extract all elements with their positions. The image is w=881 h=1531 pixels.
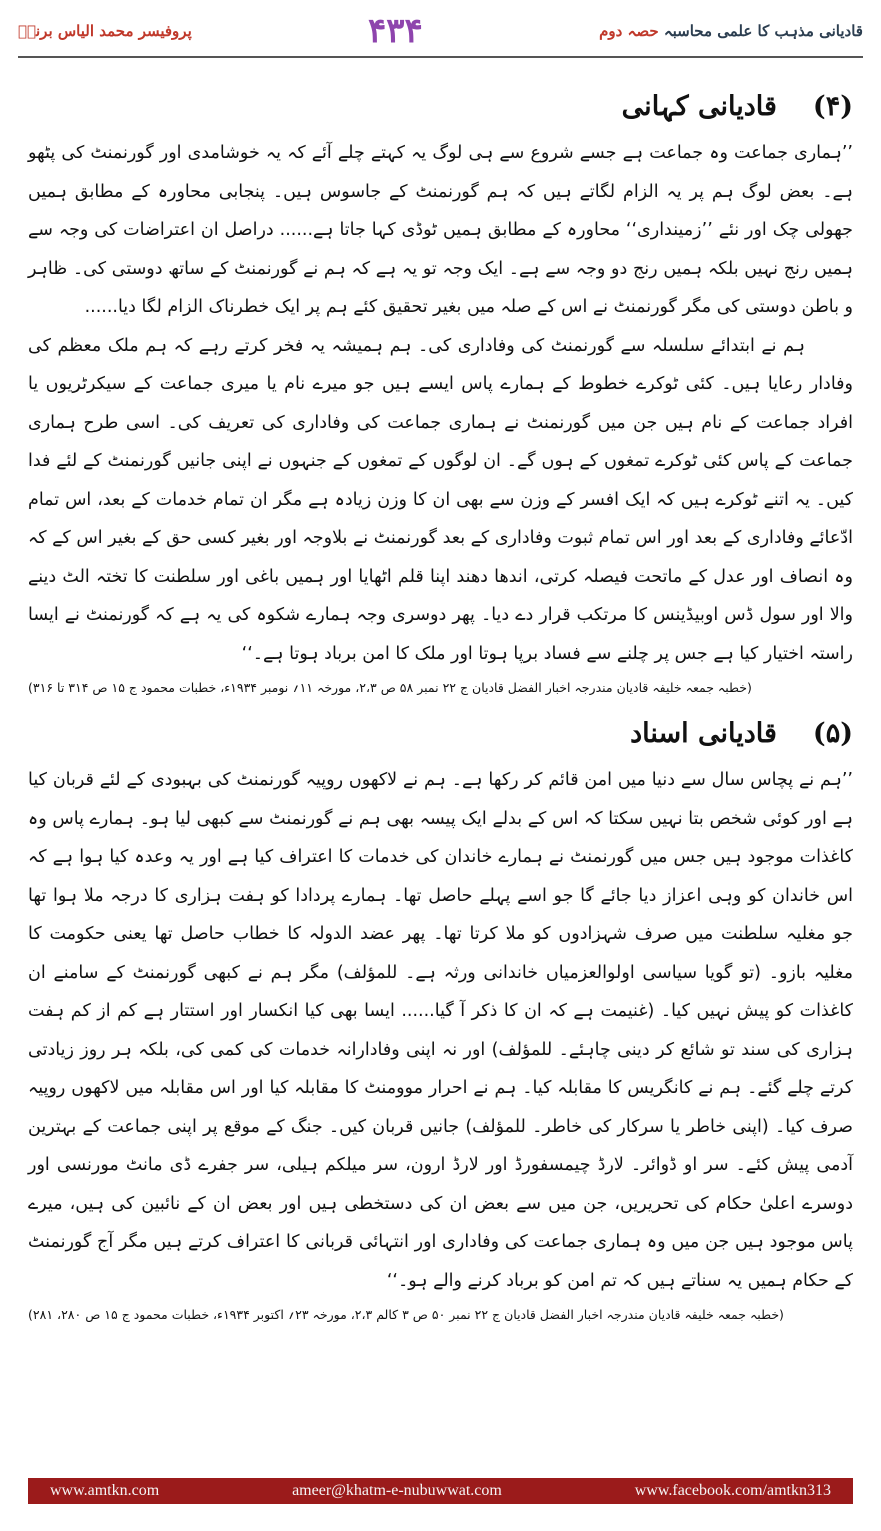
header-divider [18, 56, 863, 58]
page-body [28, 80, 853, 1334]
section-4-title: قادیانی کہانی [621, 91, 777, 122]
section-5-number: (۵) [812, 718, 853, 749]
header-author [18, 22, 192, 40]
book-title: قادیانی مذہب کا علمی محاسبہ [663, 22, 863, 40]
section-5-citation: (خطبہ جمعہ خلیفہ قادیان مندرجہ اخبار الفضل قادیان ج ۲۲ نمبر ۵۰ ص ۳ کالم ۲،۳، مورخہ ۲۳؍ اکتوبر ۱۹۳۴ء، خطبات محمود ج ۱۵ ص ۲۸۰، ۲۸۱) [28, 1307, 784, 1322]
section-5-title: قادیانی اسناد [630, 718, 777, 749]
page-footer [28, 1478, 853, 1504]
section-4-heading [28, 80, 853, 134]
section-5-paragraph-1: ’’ہم نے پچاس سال سے دنیا میں امن قائم کر رکھا ہے۔ ہم نے لاکھوں روپیہ گورنمنٹ کی بہبودی کے لئے قربان کیا ہے اور کوئی شخص بتا نہیں سکتا کہ اس کے بدلے ایک پیسہ بھی ہم نے گورنمنٹ سے کبھی لیا ہو۔ ہمارے پاس وہ کاغذات موجود ہیں جس میں گورنمنٹ نے ہمارے خاندان کی خدمات کا اعتراف کیا ہے اور یہ وعدہ کیا ہوا ہے کہ اس خاندان کو وہی اعزاز دیا جائے گا جو اسے پہلے حاصل تھا۔ ہمارے پردادا کو ہفت ہزاری کا درجہ ملا ہوا تھا جو مغلیہ سلطنت میں صرف شہزادوں کو ملا کرتا تھا۔ پھر عضد الدولہ کا خطاب حاصل تھا یعنی حکومت کا مغلیہ بازو۔ (تو گویا سیاسی اولوالعزمیاں خاندانی ورثہ ہے۔ للمؤلف) مگر ہم نے کبھی گورنمنٹ کے سامنے ان کاغذات کو پیش نہیں کیا۔ (غنیمت ہے کہ ان کا ذکر آ گیا...... ایسا بھی کیا انکسار اور استتار ہے کم از کم ہفت ہزاری کی سند تو شائع کر دینی چاہئے۔ للمؤلف) اور نہ اپنی وفادارانہ خدمات کی کمی کی، بلکہ ہر روز زیادتی کرتے چلے گئے۔ ہم نے کانگریس کا مقابلہ کیا۔ ہم نے احرار موومنٹ کا مقابلہ کیا اور اس مقابلہ میں لاکھوں روپیہ صرف کیا۔ (اپنی خاطر یا سرکار کی خاطر۔ للمؤلف) جانیں قربان کیں۔ جنگ کے موقع پر اپنی جماعت کے بہترین آدمی پیش کئے۔ سر او ڈوائر۔ لارڈ چیمسفورڈ اور لارڈ ارون، سر میلکم ہیلی، سر جفرے ڈی مانٹ مورنسی اور دوسرے اعلیٰ حکام کی تحریریں، جن میں سے بعض ان کی دستخطی ہیں اور بعض ان کے نائبین کی ہیں، میرے پاس موجود ہیں جن میں وہ ہماری جماعت کی وفاداری اور انتہائی قربانی کا اعتراف کرتے ہیں مگر آج گورنمنٹ کے حکام ہمیں یہ سناتے ہیں کہ تم امن کو برباد کرنے والے ہو۔‘‘ [28, 770, 853, 1291]
section-4-citation: (خطبہ جمعہ خلیفہ قادیان مندرجہ اخبار الفضل قادیان ج ۲۲ نمبر ۵۸ ص ۲،۳، مورخہ ۱۱؍ نومبر ۱۹۳۴ء، خطبات محمود ج ۱۵ ص ۳۱۴ تا ۳۱۶) [28, 680, 752, 695]
header-book-title [599, 22, 863, 40]
section-4-paragraph-2: ہم نے ابتدائے سلسلہ سے گورنمنٹ کی وفاداری کی۔ ہم ہمیشہ یہ فخر کرتے رہے کہ ہم ملک معظم کی وفادار رعایا ہیں۔ کئی ٹوکرے خطوط کے ہمارے پاس ایسے ہیں جو میرے نام یا میری جماعت کے سیکرٹریوں یا افراد جماعت کے نام ہیں جن میں گورنمنٹ نے ہماری جماعت کی وفاداری کی تعریف کی۔ اسی طرح ہماری جماعت کے پاس کئی ٹوکرے تمغوں کے ہوں گے۔ ان لوگوں کے تمغوں کے جنہوں نے اپنی جانیں گورنمنٹ کے لئے فدا کیں۔ یہ اتنے ٹوکرے ہیں کہ ایک افسر کے وزن سے بھی ان کا وزن زیادہ ہے مگر ان تمام خدمات کے بعد، اس تمام ادّعائے وفاداری کے بعد اور اس تمام ثبوت وفاداری کے بعد گورنمنٹ نے بلاوجہ اور بغیر کسی حق کے بغیر اس کے کہ وہ انصاف اور عدل کے ماتحت فیصلہ کرتی، اندھا دھند اپنا قلم اٹھایا اور ہمیں باغی اور سلطنت کا تختہ الٹ دینے والا اور سول ڈس اوبیڈینس کا مرتکب قرار دے دیا۔ پھر دوسری وجہ ہمارے شکوہ کی یہ ہے کہ گورنمنٹ نے ایسا راستہ اختیار کیا ہے جس پر چلنے سے فساد برپا ہوتا اور ملک کا امن برباد ہوتا ہے۔‘‘ [28, 335, 853, 664]
footer-website-link[interactable]: www.amtkn.com [50, 1482, 160, 1499]
page-header [18, 10, 863, 52]
section-5-heading [28, 707, 853, 761]
footer-facebook-link[interactable]: www.facebook.com/amtkn313 [634, 1482, 831, 1499]
section-4-number: (۴) [812, 91, 853, 122]
book-part: حصہ دوم [599, 22, 659, 40]
header-author-name: پروفیسر محمد الیاس برنی [18, 22, 192, 40]
footer-email-link[interactable]: ameer@khatm-e-nubuwwat.com [292, 1482, 502, 1499]
page-number: ۴۳۴ [368, 11, 423, 51]
section-4-paragraph-1: ’’ہماری جماعت وہ جماعت ہے جسے شروع سے ہی لوگ یہ کہتے چلے آئے کہ یہ خوشامدی اور گورنمنٹ کی پٹھو ہے۔ بعض لوگ ہم پر یہ الزام لگاتے ہیں کہ ہم گورنمنٹ کے جاسوس ہیں۔ پنجابی محاورہ کے مطابق ہمیں جھولی چک اور نئے ’’زمینداری‘‘ محاورہ کے مطابق ہمیں ٹوڈی کہا جاتا ہے...... دراصل ان اعتراضات کی وجہ سے ہمیں رنج نہیں بلکہ ہمیں رنج دو وجہ سے ہے۔ ایک وجہ تو یہ ہے کہ ہم نے گورنمنٹ کے ساتھ دوستی کی۔ ظاہر و باطن دوستی کی مگر گورنمنٹ نے اس کے صلہ میں بغیر تحقیق کئے ہم پر ایک خطرناک الزام لگا دیا...... [28, 143, 853, 317]
